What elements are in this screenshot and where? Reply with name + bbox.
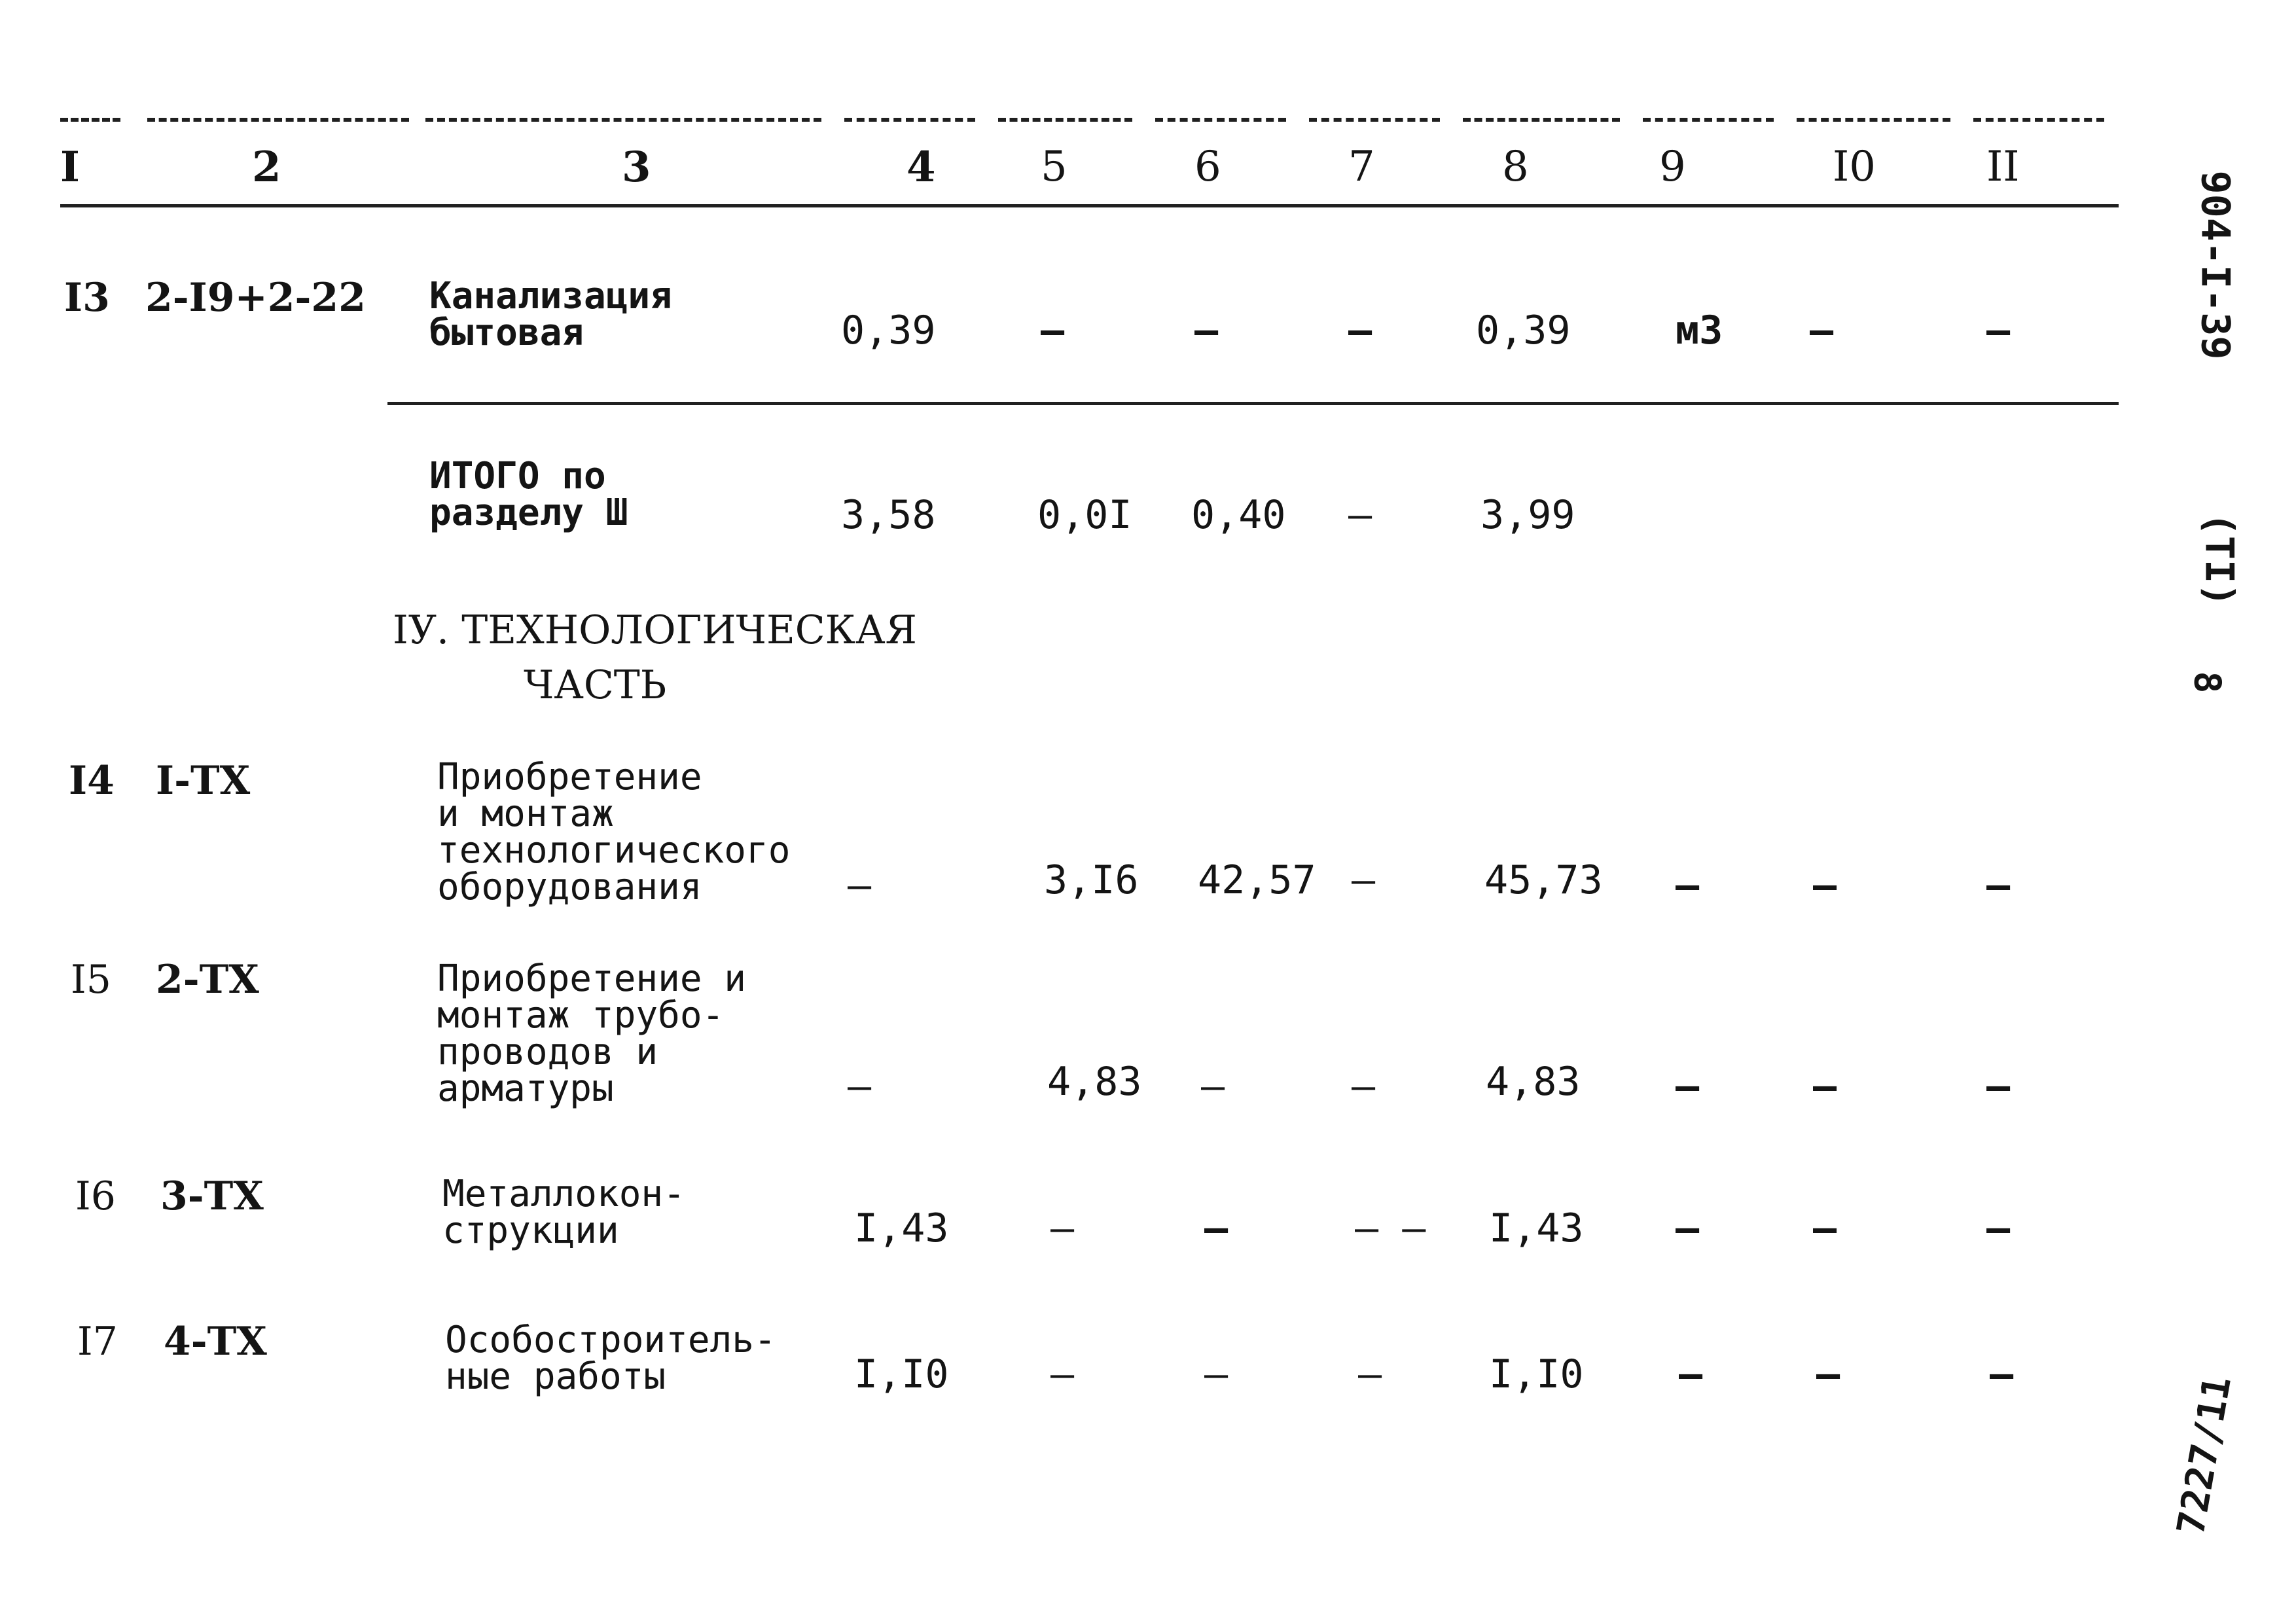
margin-inventory-number: 7227/11 [2168, 1372, 2240, 1539]
row-cell-5: 3,I6 [1044, 857, 1139, 903]
col-header-5: 5 [1041, 143, 1067, 191]
row-number: I3 [64, 275, 110, 321]
column-rule [844, 118, 975, 122]
row-number: I7 [77, 1319, 118, 1364]
column-rule [1643, 118, 1774, 122]
row-cell-9: м3 [1676, 308, 1723, 353]
row-code: 3-ТХ [160, 1173, 264, 1219]
row-cell-10: – [1813, 1205, 1837, 1251]
row-cell-4: I,I0 [854, 1351, 949, 1397]
row-cell-11: – [1986, 308, 2011, 353]
section-title: IУ. ТЕХНОЛОГИЧЕСКАЯ [393, 607, 917, 653]
col-header-7: 7 [1348, 143, 1375, 191]
column-rule [1309, 118, 1440, 122]
margin-project-code: 904-I-39 [2192, 170, 2238, 360]
row-cell-7: – – [1355, 1205, 1426, 1251]
row-cell-7: – [1358, 1351, 1382, 1397]
column-rule [1797, 118, 1950, 122]
row-cell-5: – [1050, 1205, 1075, 1251]
row-name: Приобретение и монтаж технологического оборудования [437, 756, 791, 908]
section-title-line2: ЧАСТЬ [524, 662, 667, 708]
row-cell-9: – [1676, 863, 1700, 908]
row-cell-8: I,43 [1489, 1205, 1584, 1251]
row-cell-8: 4,83 [1486, 1059, 1581, 1105]
header-rule [60, 204, 2119, 207]
column-rule [1463, 118, 1620, 122]
subtotal-label: ИТОГО по разделу Ш [429, 455, 628, 534]
row-cell-4: I,43 [854, 1205, 949, 1251]
row-cell-8: 0,39 [1476, 308, 1571, 353]
subtotal-cell-5: 0,0I [1037, 492, 1132, 538]
subtotal-cell-7: – [1348, 492, 1372, 538]
row-cell-10: – [1816, 1351, 1840, 1397]
column-rule [998, 118, 1132, 122]
row-cell-6: – [1201, 1063, 1225, 1109]
subtotal-cell-4: 3,58 [841, 492, 936, 538]
column-rule [1973, 118, 2104, 122]
row-cell-10: – [1813, 1063, 1837, 1109]
col-header-4: 4 [906, 143, 936, 192]
row-cell-9: – [1676, 1205, 1700, 1251]
row-cell-7: – [1352, 857, 1376, 903]
row-code: I-ТХ [156, 758, 251, 804]
row-cell-4: 0,39 [841, 308, 936, 353]
row-cell-10: – [1813, 863, 1837, 908]
row-cell-8: I,I0 [1489, 1351, 1584, 1397]
margin-sheet-mark: (ТI) [2196, 512, 2242, 607]
col-header-2: 2 [252, 143, 281, 192]
row-cell-11: – [1986, 863, 2011, 908]
row-cell-11: – [1986, 1205, 2011, 1251]
subtotal-cell-8: 3,99 [1480, 492, 1575, 538]
row-cell-11: – [1986, 1063, 2011, 1109]
row-name: Канализация бытовая [429, 275, 672, 354]
row-cell-6: 42,57 [1198, 857, 1316, 903]
row-code: 4-ТХ [164, 1319, 267, 1364]
row-number: I5 [71, 957, 111, 1003]
row-cell-7: – [1352, 1063, 1376, 1109]
row-cell-6: – [1194, 308, 1219, 353]
row-cell-9: – [1676, 1063, 1700, 1109]
subtotal-cell-6: 0,40 [1191, 492, 1286, 538]
row-number: I4 [69, 758, 115, 804]
row-code: 2-ТХ [156, 957, 259, 1003]
subtotal-rule [387, 402, 2119, 405]
col-header-8: 8 [1502, 143, 1529, 191]
row-cell-11: – [1990, 1351, 2014, 1397]
row-name: Металлокон- струкции [442, 1173, 685, 1252]
row-cell-7: – [1348, 308, 1372, 353]
row-number: I6 [75, 1173, 116, 1219]
row-cell-8: 45,73 [1484, 857, 1603, 903]
row-cell-5: 4,83 [1047, 1059, 1142, 1105]
col-header-3: 3 [622, 143, 651, 192]
row-cell-9: – [1679, 1351, 1703, 1397]
row-cell-5: – [1041, 308, 1065, 353]
row-cell-6: – [1204, 1205, 1229, 1251]
col-header-11: II [1986, 143, 2020, 191]
margin-page-number: 8 [2185, 671, 2229, 694]
row-cell-5: – [1050, 1351, 1075, 1397]
col-header-1: I [60, 143, 80, 192]
column-rule [60, 118, 120, 122]
col-header-6: 6 [1194, 143, 1221, 191]
row-name: Приобретение и монтаж трубо- проводов и арматуры [437, 957, 747, 1110]
row-cell-10: – [1810, 308, 1834, 353]
row-code: 2-I9+2-22 [145, 275, 366, 321]
column-rule [1155, 118, 1286, 122]
column-rule [425, 118, 821, 122]
row-name: Особостроитель- ные работы [445, 1319, 776, 1398]
col-header-10: I0 [1833, 143, 1876, 191]
row-cell-6: – [1204, 1351, 1229, 1397]
column-rule [147, 118, 409, 122]
row-cell-4: – [848, 863, 872, 908]
row-cell-4: – [848, 1063, 872, 1109]
col-header-9: 9 [1659, 143, 1686, 191]
